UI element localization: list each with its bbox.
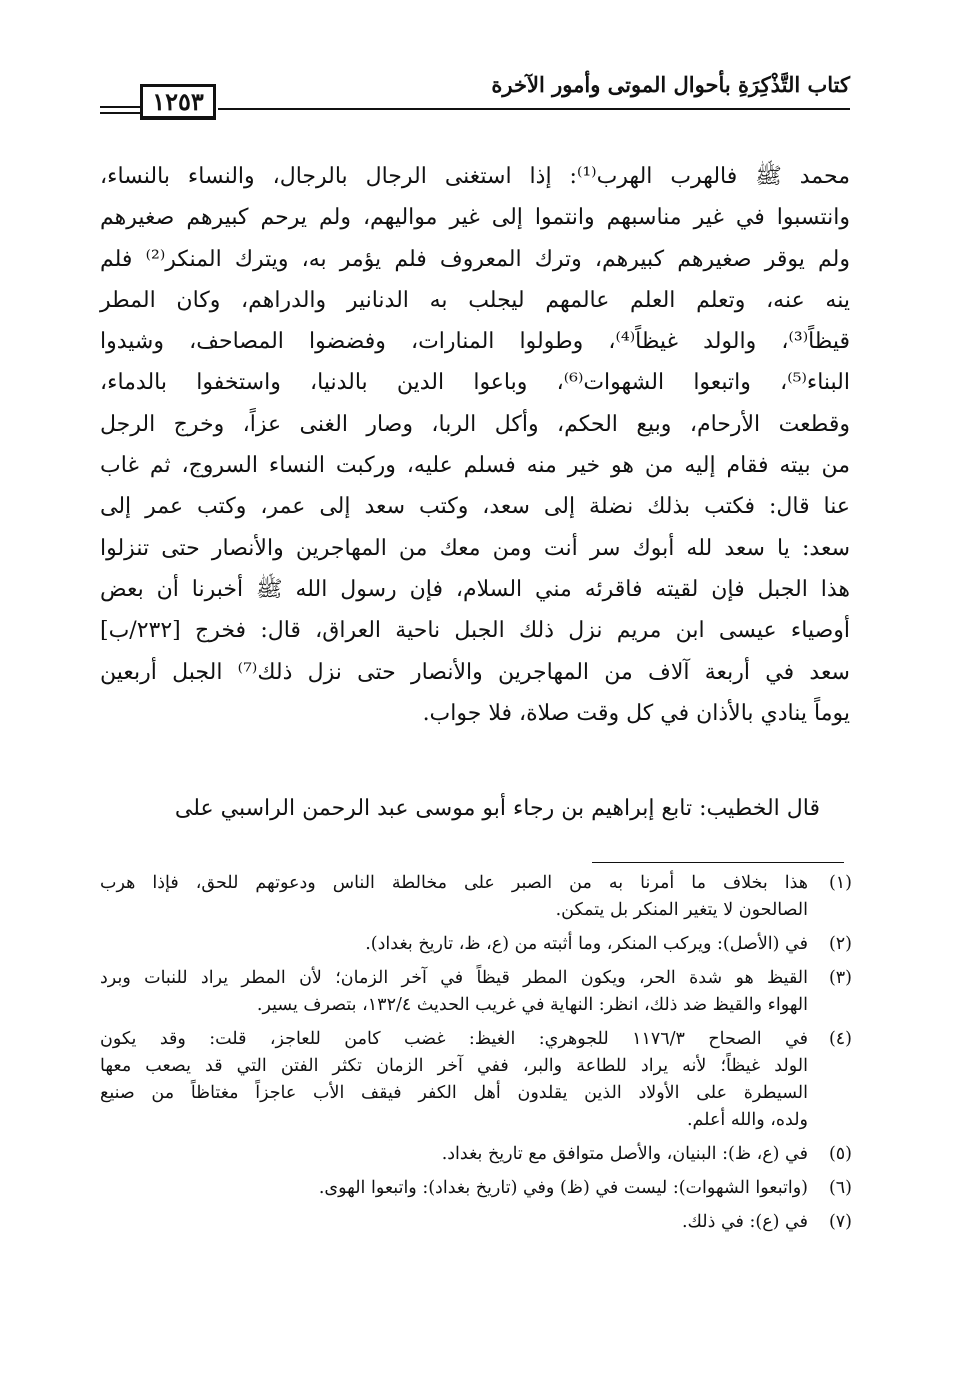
footnote-number: (٣) [828, 968, 852, 988]
text-line: سعد في أربعة آلاف من المهاجرين والأنصار حتى نزل ذلك⁽⁷⁾ الجبل أربعين [100, 659, 850, 685]
text-line: ولم يوقر صغيرهم كبيرهم، وترك المعروف فلم يؤمر به، ويترك المنكر⁽²⁾ فلم [100, 246, 850, 272]
footnote-line: (واتبعوا الشهوات): ليست في (ظ) وفي (تاريخ بغداد): واتبعوا الهوى. [318, 1178, 808, 1198]
footnote [100, 1209, 852, 1236]
header-rule [218, 108, 850, 110]
text-line: قيظاً⁽³⁾، والولد غيظاً⁽⁴⁾، وطولوا المنارات، وفضضوا المصاحف، وشيدوا [100, 329, 851, 355]
footnote-line: ولده، والله أعلم. [686, 1110, 808, 1130]
footnote-number: (٦) [828, 1178, 852, 1198]
footnote-number: (٥) [828, 1144, 852, 1164]
footnote-line: الصالحون لا يتغير المنكر بل يتمكن. [555, 900, 808, 920]
text-line: محمد ﷺ فالهرب الهرب⁽¹⁾: إذا استغنى الرجال بالرجال، والنساء بالنساء، [100, 164, 850, 189]
footnote-line: الهواء والقيظ ضد ذلك، انظر: النهاية في غريب الحديث ١٣٢/٤، بتصرف يسير. [256, 995, 808, 1015]
footnote-number: (١) [828, 873, 852, 893]
text-line: يوماً ينادي بالأذان في كل وقت صلاة، فلا جواب. [422, 700, 850, 726]
header-rule-left-lower [100, 112, 140, 114]
text-line: وقطعت الأرحام، وبيع الحكم، وأكل الربا، وصار الغنى عزاً، وخرج الرجل [100, 411, 850, 437]
second-paragraph: قال الخطيب: تابع إبراهيم بن رجاء أبو موسى عبد الرحمن الراسبي على [174, 796, 820, 821]
footnote-number: (٧) [828, 1212, 852, 1232]
text-line: عنا قال: فكتب بذلك نضلة إلى سعد، وكتب سعد إلى عمر، وكتب عمر إلى [100, 494, 850, 520]
text-line: من بيته فقام إليه من هو خير منه فسلم عليه، وركبت النساء السروج، ثم غاب [100, 453, 850, 479]
footnotes [100, 870, 852, 1243]
main-text [100, 156, 850, 734]
footnote-separator [592, 862, 844, 863]
page-number: ١٢٥٣ [140, 84, 216, 120]
text-line: سعد: يا سعد لله أبوك سر أنت ومن معك من المهاجرين والأنصار حتى تنزلوا [100, 535, 850, 561]
footnote-line: في (الأصل): ويركب المنكر، وما أثبته من (ع، ظ، تاريخ بغداد). [365, 934, 808, 954]
text-line: أوصياء عيسى ابن مريم نزل ذلك الجبل ناحية العراق، قال: فخرج [٢٣٢/ب] [100, 618, 850, 644]
footnote [100, 1175, 852, 1202]
header-rule-left-upper [100, 106, 140, 108]
footnote [100, 870, 852, 924]
text-line: البناء⁽⁵⁾، واتبعوا الشهوات⁽⁶⁾، وباعوا الدين بالدنيا، واستخفوا بالدماء، [100, 370, 850, 396]
footnote [100, 1141, 852, 1168]
footnote-line: الولد غيظاً؛ لأنه يراد للطاعة والبر، ففي آخر الزمان تكثر الفتن التي قد يصعب معها [100, 1056, 808, 1076]
footnote-number: (٤) [828, 1029, 852, 1049]
running-header [100, 62, 850, 128]
footnote-line: هذا بخلاف ما أمرنا به من الصبر على مخالطة الناس ودعوتهم للحق، فإذا هرب [100, 873, 808, 893]
footnote-line: في (ع، ظ): البنيان، والأصل متوافق مع تاريخ بغداد. [441, 1144, 808, 1164]
book-title: كتاب التَّذْكِرَةِ بأحوال الموتى وأمور الآخرة [491, 72, 850, 97]
footnote [100, 1026, 852, 1134]
text-line: ينه عنه، وتعلم العلم عالمهم ليجلب به الدنانير والدراهم، وكان المطر [100, 287, 850, 313]
footnote [100, 965, 852, 1019]
footnote-line: السيطرة على الأولاد الذين يقلدون أهل الكفر فيقف الأب عاجزاً مغتاظاً من صنيع [100, 1083, 808, 1103]
footnote-line: في الصحاح ١١٧٦/٣ للجوهري: الغيظ: غضب كامن للعاجز، قلت: وقد يكون [100, 1029, 808, 1049]
text-line: وانتسبوا في غير مناسبهم وانتموا إلى غير مواليهم، ولم يرحم كبيرهم صغيرهم [100, 205, 850, 231]
footnote [100, 931, 852, 958]
footnote-number: (٢) [828, 934, 852, 954]
footnote-line: القيظ هو شدة الحر، ويكون المطر قيظاً في آخر الزمان؛ لأن المطر يراد للنبات وبرد [100, 968, 808, 988]
footnote-line: في (ع): في ذلك. [681, 1212, 808, 1232]
text-line: هذا الجبل فإن لقيته فاقرئه مني السلام، فإن رسول الله ﷺ أخبرنا أن بعض [100, 576, 850, 602]
